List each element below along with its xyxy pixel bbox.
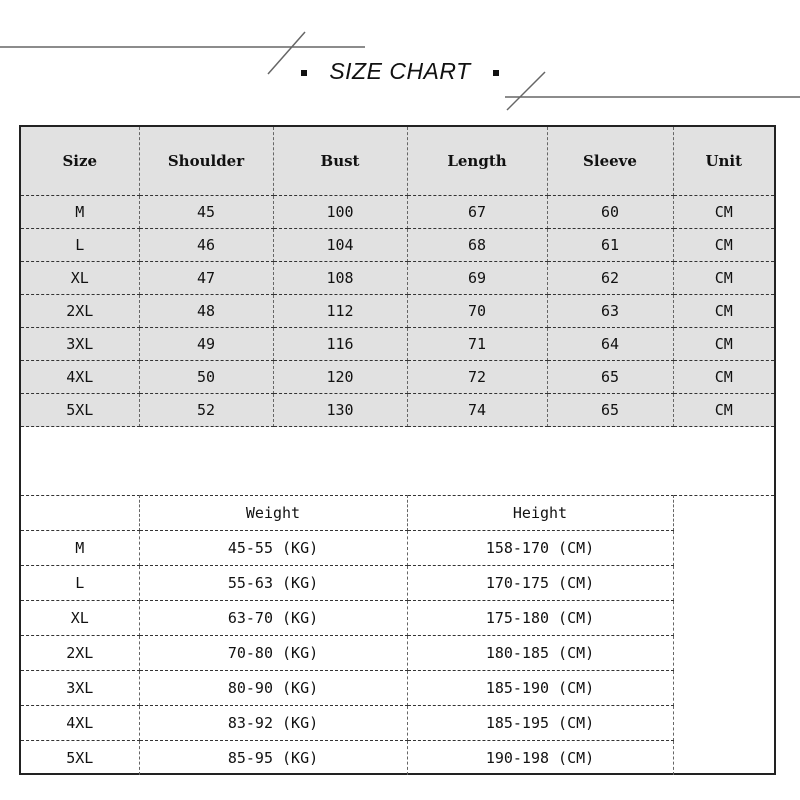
table-cell: CM <box>673 196 774 229</box>
table-row <box>21 741 774 776</box>
table-cell: CM <box>673 328 774 361</box>
column-header <box>21 496 139 531</box>
weight-height-table <box>21 495 774 775</box>
measurement-header-row <box>21 127 774 196</box>
table-cell: 47 <box>139 262 273 295</box>
table-cell: 45 <box>139 196 273 229</box>
table-cell: 48 <box>139 295 273 328</box>
table-cell: 64 <box>547 328 673 361</box>
table-cell: 62 <box>547 262 673 295</box>
table-cell: 112 <box>273 295 407 328</box>
table-cell: 74 <box>407 394 547 427</box>
table-row <box>21 196 774 229</box>
table-cell: 175-180 (CM) <box>407 601 673 636</box>
table-cell: 120 <box>273 361 407 394</box>
table-cell: 65 <box>547 394 673 427</box>
table-cell: 180-185 (CM) <box>407 636 673 671</box>
table-cell: 65 <box>547 361 673 394</box>
table-row <box>21 671 774 706</box>
table-cell: 2XL <box>21 295 139 328</box>
table-cell: CM <box>673 229 774 262</box>
table-row <box>21 706 774 741</box>
table-cell: 55-63 (KG) <box>139 566 407 601</box>
table-cell: 69 <box>407 262 547 295</box>
table-cell: 116 <box>273 328 407 361</box>
table-cell: 3XL <box>21 328 139 361</box>
blank-cell <box>673 601 774 636</box>
table-cell: 130 <box>273 394 407 427</box>
blank-cell <box>673 706 774 741</box>
table-cell: 49 <box>139 328 273 361</box>
table-cell: 67 <box>407 196 547 229</box>
column-header: Shoulder <box>139 127 273 196</box>
table-cell: 68 <box>407 229 547 262</box>
column-header: Bust <box>273 127 407 196</box>
table-cell: 83-92 (KG) <box>139 706 407 741</box>
table-cell: 50 <box>139 361 273 394</box>
measurement-table <box>21 127 774 427</box>
table-cell: L <box>21 229 139 262</box>
table-cell: 4XL <box>21 706 139 741</box>
table-cell: CM <box>673 394 774 427</box>
table-cell: M <box>21 196 139 229</box>
bullet-right-icon <box>493 70 499 76</box>
table-row <box>21 328 774 361</box>
table-cell: 46 <box>139 229 273 262</box>
table-cell: 100 <box>273 196 407 229</box>
blank-cell <box>673 531 774 566</box>
table-cell: 63 <box>547 295 673 328</box>
table-cell: 170-175 (CM) <box>407 566 673 601</box>
title-row <box>0 58 800 85</box>
bullet-left-icon <box>301 70 307 76</box>
weight-height-header-row <box>21 496 774 531</box>
blank-cell <box>673 636 774 671</box>
blank-cell <box>673 741 774 776</box>
table-cell: 61 <box>547 229 673 262</box>
table-row <box>21 636 774 671</box>
table-row <box>21 295 774 328</box>
table-cell: M <box>21 531 139 566</box>
table-cell: 63-70 (KG) <box>139 601 407 636</box>
table-row <box>21 262 774 295</box>
table-cell: CM <box>673 262 774 295</box>
blank-cell <box>673 671 774 706</box>
size-chart-box <box>19 125 776 775</box>
column-header: Length <box>407 127 547 196</box>
table-cell: 72 <box>407 361 547 394</box>
table-cell: 45-55 (KG) <box>139 531 407 566</box>
table-row <box>21 566 774 601</box>
table-cell: 4XL <box>21 361 139 394</box>
table-cell: 5XL <box>21 741 139 776</box>
table-cell: 70-80 (KG) <box>139 636 407 671</box>
table-cell: 70 <box>407 295 547 328</box>
table-cell: XL <box>21 262 139 295</box>
blank-cell <box>673 566 774 601</box>
table-cell: XL <box>21 601 139 636</box>
table-cell: 108 <box>273 262 407 295</box>
table-cell: 80-90 (KG) <box>139 671 407 706</box>
table-cell: L <box>21 566 139 601</box>
table-row <box>21 361 774 394</box>
table-cell: 185-195 (CM) <box>407 706 673 741</box>
column-header: Sleeve <box>547 127 673 196</box>
table-cell: 3XL <box>21 671 139 706</box>
page-title: SIZE CHART <box>329 58 471 84</box>
table-row <box>21 394 774 427</box>
table-row <box>21 601 774 636</box>
table-cell: 52 <box>139 394 273 427</box>
table-cell: 104 <box>273 229 407 262</box>
table-cell: 60 <box>547 196 673 229</box>
column-header: Height <box>407 496 673 531</box>
table-cell: 5XL <box>21 394 139 427</box>
column-header: Size <box>21 127 139 196</box>
table-row <box>21 229 774 262</box>
table-cell: 85-95 (KG) <box>139 741 407 776</box>
table-cell: CM <box>673 295 774 328</box>
table-cell: CM <box>673 361 774 394</box>
table-row <box>21 531 774 566</box>
table-cell: 185-190 (CM) <box>407 671 673 706</box>
column-header: Weight <box>139 496 407 531</box>
column-header: Unit <box>673 127 774 196</box>
table-cell: 71 <box>407 328 547 361</box>
table-cell: 158-170 (CM) <box>407 531 673 566</box>
table-cell: 2XL <box>21 636 139 671</box>
table-cell: 190-198 (CM) <box>407 741 673 776</box>
blank-cell <box>673 496 774 531</box>
